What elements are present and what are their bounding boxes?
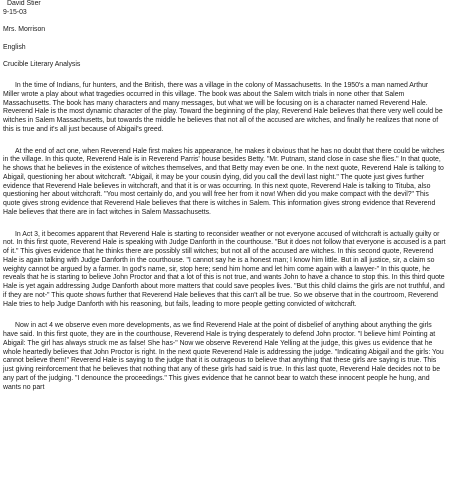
paragraph-act-three: In Act 3, it becomes apparent that Reverend Hale is starting to reconsider weather or not everyone accused of witchcraft is actually guilty or not. In this first quote, Reverend Hale is speaking with Judge Danforth in the courthouse. "But it does not follow that everyone is accused is a part of it." This gives evidence that he thinks there are possibly still witches; but not all of the accused are witches. In this second quote, Reverend Hale is again talking with Judge Danforth in the courthouse. "I cannot say he is a honest man; I know him little. But in all justice, sir, a claim so weighty cannot be argued by a farmer. In god's name, sir, stop here; send him home and let him come again with a lawyer-" In this quote, he reveals that he is starting to believe John Proctor and that a lot of this is not true, and wants John to have a chance to stop this. In this third quote Hale is yet again addressing Judge Danforth about more matters that could save peoples lives. "But this child claims the girls are not truthful, and if they are not-" This quote shows further that Reverend Hale believes that this can't all be true. So we observe that in the courtroom, Reverend Hale tries to help Judge Danforth with his reasoning, but fails, leading to more people getting convicted of witchcraft.: [3, 230, 446, 308]
author-name: David Stier: [7, 0, 41, 7]
essay-date: 9-15-03: [3, 8, 27, 16]
paragraph-act-four: Now in act 4 we observe even more developments, as we find Reverend Hale at the point of disbelief of anything about anything the girls have said. In this first quote, they are in the courthouse, Reverend Hale is trying desperately to defend John proctor. "I believe him! Pointing at Abigail: The girl has always struck me as false! She has-" Now we observe Reverend Hale Yelling at the judge, this gives us evidence that he whole heartedly believes that John Proctor is right. In the next quote Reverend Hale is addressing the judge. "Indicating Abigail and the girls: You cannot believe them!" Reverend Hale is saying to the judge that it is outrageous to believe that anything that these girls are saying is true. This just giving reinforcement that he believes that nothing that any of these girls had said is true. In this last quote, Reverend Hale decides not to be any part of the judging. "I denounce the proceedings." This gives evidence that he cannot bear to watch these innocent people he hung, and wants no part: [3, 322, 444, 391]
spacer: [3, 53, 446, 62]
paragraph-act-one: At the end of act one, when Reverend Hale first makes his appearance, he makes it obvious that he has no doubt that there could be witches in the village. In this quote, Reverend Hale is in Reverend Parris' house besides Betty. "Mr. Putnam, stand close in case she flies." In that quote, he shows that he believes in the existence of witches themselves, and that Betty may even be one. In the next quote, Reverend Hale is talking to Abigail, questioning her about witchcraft. "Abigail, it may be your cousin dying, did you call the devil last night." The quote just gives further evidence that Reverend Hale believes in witchcraft, and that it is or was occurring. In this next quote, Reverend Hale is talking to Tituba, also questioning her about witchcraft. "You most certainly do, and you will free her from it now! When did you make compact with the devil?" This quote gives strong evidence that Reverend Hale believes that there is witches in Salem. This information gives strong evidence that Reverend Hale believes that there are in fact witches in Salem Massachusetts.: [3, 147, 445, 216]
spacer: [3, 70, 446, 82]
course-name: English: [3, 43, 26, 51]
teacher-name: Mrs. Morrison: [3, 26, 46, 34]
spacer: [3, 18, 446, 27]
spacer: [3, 309, 446, 322]
essay-title: Crucible Literary Analysis: [3, 61, 81, 69]
paragraph-intro: In the time of Indians, fur hunters, and the British, there was a village in the colony of Massachusetts. In the 1950's a man named Arthur Miller wrote a play about what tragedies occurred in this village. The book was about the Salem witch trials in none other that Salem Massachusetts. The book has many characters and many messages, but what we will be focusing on is a character named Reverend Hale. Reverend Hale is the most dynamic character of the play. Toward the beginning of the play, Reverend Hale believes that there very well could be witches in Salem Massachusetts, but towards the middle he believes that not all of the accused are witches, and finally he realizes that none of this is true and it's all just because of Abigail's greed.: [3, 82, 443, 133]
spacer: [3, 135, 446, 148]
spacer: [3, 218, 446, 231]
spacer: [3, 35, 446, 44]
